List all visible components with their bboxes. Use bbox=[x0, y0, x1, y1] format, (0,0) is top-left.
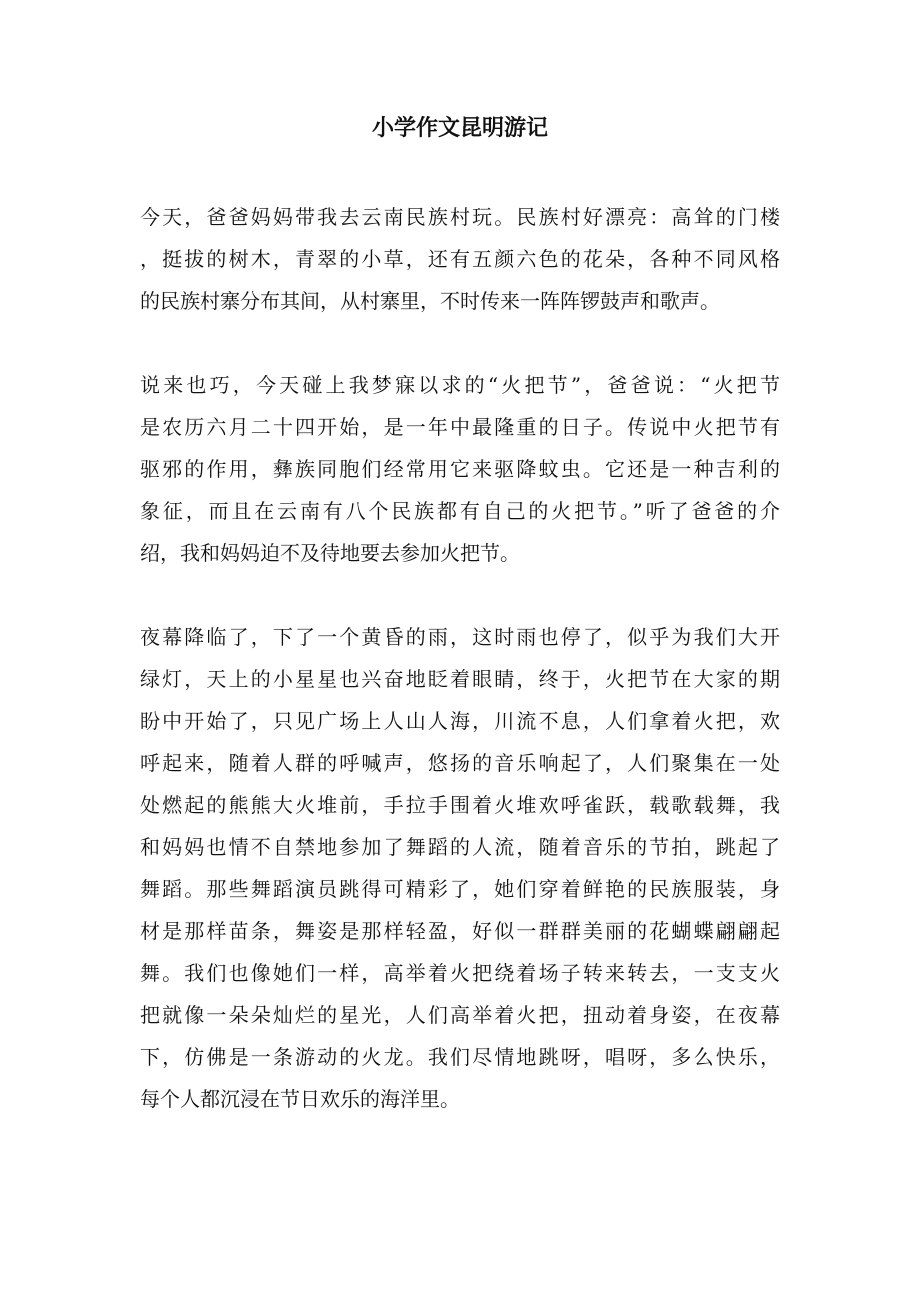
paragraph-line: 下，仿佛是一条游动的火龙。我们尽情地跳呀，唱呀，多么快乐， bbox=[140, 1045, 780, 1069]
paragraph-line: 呼起来，随着人群的呼喊声，悠扬的音乐响起了，人们聚集在一处 bbox=[140, 751, 780, 775]
paragraph-line: ，挺拔的树木，青翠的小草，还有五颜六色的花朵，各种不同风格 bbox=[140, 247, 780, 271]
paragraph-line: 说来也巧，今天碰上我梦寐以求的“火把节”，爸爸说：“火把节 bbox=[140, 373, 780, 397]
paragraph-line: 象征，而且在云南有八个民族都有自己的火把节。”听了爸爸的介 bbox=[140, 499, 780, 523]
paragraph-line: 和妈妈也情不自禁地参加了舞蹈的人流，随着音乐的节拍，跳起了 bbox=[140, 835, 780, 859]
paragraph-line: 驱邪的作用，彝族同胞们经常用它来驱降蚊虫。它还是一种吉利的 bbox=[140, 457, 780, 481]
paragraph-line: 舞。我们也像她们一样，高举着火把绕着场子转来转去，一支支火 bbox=[140, 961, 780, 985]
document-title: 小学作文昆明游记 bbox=[371, 115, 548, 141]
paragraph-line: 绿灯，天上的小星星也兴奋地眨着眼睛，终于，火把节在大家的期 bbox=[140, 667, 780, 691]
paragraph-2 bbox=[140, 364, 780, 574]
paragraph-line: 今天，爸爸妈妈带我去云南民族村玩。民族村好漂亮：高耸的门楼 bbox=[140, 205, 780, 229]
paragraph-3 bbox=[140, 616, 780, 1120]
paragraph-line: 把就像一朵朵灿烂的星光，人们高举着火把，扭动着身姿，在夜幕 bbox=[140, 1003, 780, 1027]
paragraph-line: 夜幕降临了，下了一个黄昏的雨，这时雨也停了，似乎为我们大开 bbox=[140, 625, 780, 649]
paragraph-line: 每个人都沉浸在节日欢乐的海洋里。 bbox=[140, 1087, 460, 1111]
paragraph-line: 盼中开始了，只见广场上人山人海，川流不息，人们拿着火把，欢 bbox=[140, 709, 780, 733]
paragraph-line: 处燃起的熊熊大火堆前，手拉手围着火堆欢呼雀跃，载歌载舞，我 bbox=[140, 793, 780, 817]
paragraph-line: 的民族村寨分布其间，从村寨里，不时传来一阵阵锣鼓声和歌声。 bbox=[140, 289, 720, 313]
paragraph-1 bbox=[140, 196, 780, 322]
paragraph-line: 绍，我和妈妈迫不及待地要去参加火把节。 bbox=[140, 541, 520, 565]
paragraph-line: 舞蹈。那些舞蹈演员跳得可精彩了，她们穿着鲜艳的民族服装，身 bbox=[140, 877, 780, 901]
paragraph-line: 材是那样苗条，舞姿是那样轻盈，好似一群群美丽的花蝴蝶翩翩起 bbox=[140, 919, 780, 943]
paragraph-line: 是农历六月二十四开始，是一年中最隆重的日子。传说中火把节有 bbox=[140, 415, 780, 439]
